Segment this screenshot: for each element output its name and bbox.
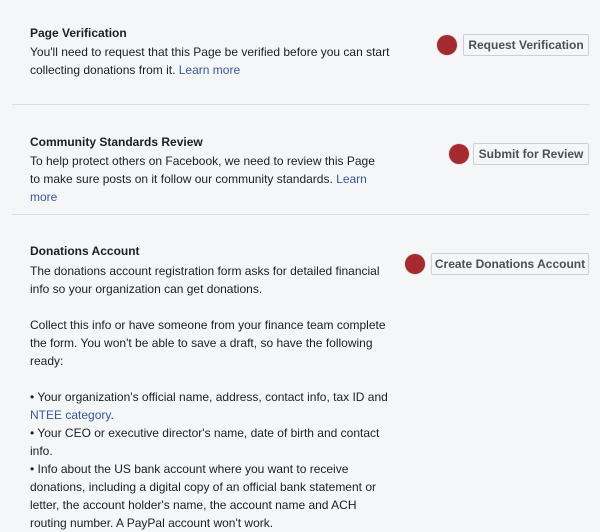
create-donations-account-button[interactable]: Create Donations Account [431,253,589,275]
donations-bullet-1 [30,388,395,424]
donations-paragraph-2: Collect this info or have someone from your finance team complete the form. You won't be able to save a draft, so have the following ready: [30,318,386,368]
donations-account-description [30,262,395,532]
donations-paragraph-1: The donations account registration form asks for detailed financial info so your organization can get donations. [30,264,380,296]
page-verification-title: Page Verification [30,26,127,40]
ntee-category-link[interactable]: NTEE category [30,408,111,422]
click-marker-dot [437,35,457,55]
donations-bullet-2: • Your CEO or executive director's name, date of birth and contact info. [30,426,380,458]
page-verification-description [30,43,390,79]
donations-bullet-1-text: • Your organization's official name, address, contact info, tax ID and [30,390,388,404]
click-marker-dot [405,254,425,274]
section-divider [12,104,589,105]
page-verification-learn-more-link[interactable]: Learn more [178,63,241,77]
community-standards-text: To help protect others on Facebook, we need to review this Page to make sure posts on it follow our community standards. [30,154,375,186]
community-standards-description [30,152,380,206]
section-divider [12,214,589,215]
donations-account-title: Donations Account [30,244,140,258]
donations-bullet-1-end: . [110,408,114,422]
submit-for-review-button[interactable]: Submit for Review [473,143,589,165]
request-verification-button[interactable]: Request Verification [463,34,589,56]
community-standards-title: Community Standards Review [30,135,203,149]
click-marker-dot [449,144,469,164]
donations-bullet-3: • Info about the US bank account where you want to receive donations, including a digital copy of an official bank statement or letter, the account holder's name, the account name and ACH routing number. A PayPal account won't work. [30,462,376,530]
page-verification-text: You'll need to request that this Page be verified before you can start collecting donations from it. [30,45,390,77]
community-standards-learn-more-link[interactable]: Learn more [30,172,367,204]
